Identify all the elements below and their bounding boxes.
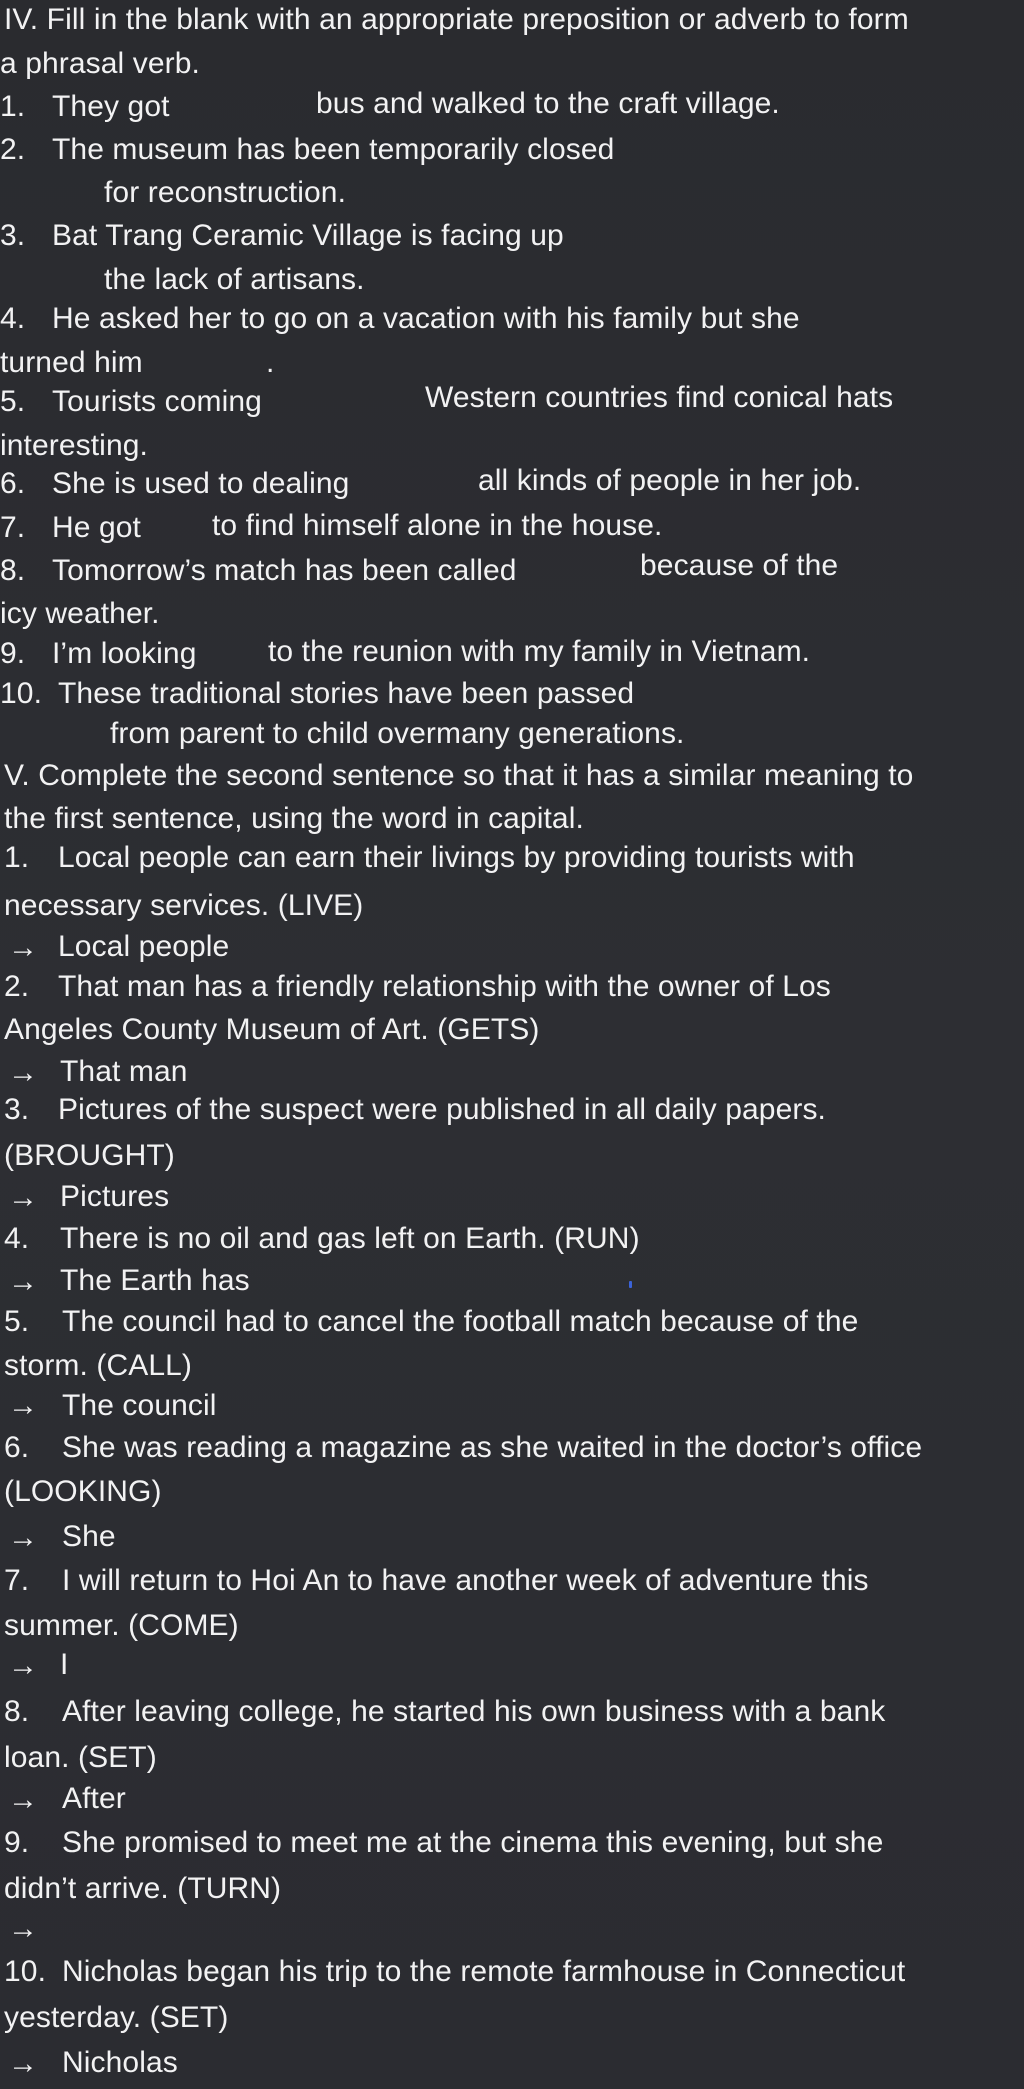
v-item-8-text-cont: loan. (SET): [4, 1741, 157, 1774]
section-iv-heading: IV. Fill in the blank with an appropriate preposition or adverb to form: [4, 3, 909, 36]
iv-item-4-period: .: [266, 346, 275, 379]
arrow-icon: →: [8, 1181, 39, 1214]
iv-item-8-text: Tomorrow’s match has been called: [52, 554, 517, 587]
v-item-10-text: Nicholas began his trip to the remote farmhouse in Connecticut: [62, 1955, 906, 1988]
v-item-1-text: Local people can earn their livings by providing tourists with: [58, 841, 855, 874]
iv-item-7-text: He got: [52, 511, 141, 544]
iv-item-2-text: The museum has been temporarily closed: [52, 133, 615, 166]
section-v-heading-cont: the first sentence, using the word in capital.: [4, 802, 584, 835]
iv-item-7-text-cont: to find himself alone in the house.: [212, 509, 663, 542]
v-item-5-text-cont: storm. (CALL): [4, 1349, 192, 1382]
iv-item-10-text: These traditional stories have been passed: [58, 677, 635, 710]
v-item-7-answer-start: I: [60, 1648, 69, 1681]
arrow-icon: →: [8, 2047, 39, 2080]
iv-item-7-number: 7.: [0, 511, 26, 544]
v-item-7-text: I will return to Hoi An to have another week of adventure this: [62, 1564, 869, 1597]
v-item-5-answer-start: The council: [62, 1389, 217, 1422]
v-item-10-number: 10.: [4, 1955, 47, 1988]
arrow-icon: →: [8, 1265, 39, 1298]
v-item-5-text: The council had to cancel the football match because of the: [62, 1305, 859, 1338]
iv-item-9-text: I’m looking: [52, 637, 197, 670]
iv-item-6-text: She is used to dealing: [52, 467, 350, 500]
iv-item-5-text-end: interesting.: [0, 429, 148, 462]
iv-item-5-text: Tourists coming: [52, 385, 262, 418]
v-item-2-text-cont: Angeles County Museum of Art. (GETS): [4, 1013, 540, 1046]
v-item-7-text-cont: summer. (COME): [4, 1609, 239, 1642]
v-item-3-text-cont: (BROUGHT): [4, 1139, 175, 1172]
arrow-icon: →: [8, 1783, 39, 1816]
v-item-9-text-cont: didn’t arrive. (TURN): [4, 1872, 282, 1905]
v-item-4-text: There is no oil and gas left on Earth. (RUN): [60, 1222, 640, 1255]
arrow-icon: →: [8, 1649, 39, 1682]
v-item-5-number: 5.: [4, 1305, 30, 1338]
iv-item-10-number: 10.: [0, 677, 43, 710]
v-item-7-number: 7.: [4, 1564, 30, 1597]
v-item-6-answer-start: She: [62, 1520, 116, 1553]
iv-item-9-text-cont: to the reunion with my family in Vietnam.: [268, 635, 811, 668]
v-item-9-text: She promised to meet me at the cinema this evening, but she: [62, 1826, 884, 1859]
v-item-4-number: 4.: [4, 1222, 30, 1255]
iv-item-3-text: Bat Trang Ceramic Village is facing up: [52, 219, 564, 252]
iv-item-4-number: 4.: [0, 302, 26, 335]
v-item-1-number: 1.: [4, 841, 30, 874]
iv-item-6-text-cont: all kinds of people in her job.: [478, 464, 862, 497]
iv-item-5-number: 5.: [0, 385, 26, 418]
v-item-1-answer-start: Local people: [58, 930, 230, 963]
section-iv-heading-cont: a phrasal verb.: [0, 47, 200, 80]
v-item-3-text: Pictures of the suspect were published in all daily papers.: [58, 1093, 826, 1126]
v-item-1-text-cont: necessary services. (LIVE): [4, 889, 364, 922]
iv-item-10-text-cont: from parent to child overmany generations.: [110, 717, 685, 750]
v-item-9-number: 9.: [4, 1826, 30, 1859]
iv-item-3-number: 3.: [0, 219, 26, 252]
iv-item-8-text-end: icy weather.: [0, 597, 160, 630]
v-item-8-answer-start: After: [62, 1782, 126, 1815]
iv-item-8-number: 8.: [0, 554, 26, 587]
iv-item-4-text-cont: turned him: [0, 346, 143, 379]
iv-item-1-number: 1.: [0, 90, 26, 123]
v-item-3-number: 3.: [4, 1093, 30, 1126]
iv-item-9-number: 9.: [0, 637, 26, 670]
section-v-heading: V. Complete the second sentence so that it has a similar meaning to: [4, 759, 914, 792]
v-item-2-text: That man has a friendly relationship with the owner of Los: [58, 970, 831, 1003]
iv-item-2-number: 2.: [0, 133, 26, 166]
arrow-icon: →: [8, 1912, 39, 1945]
v-item-3-answer-start: Pictures: [60, 1180, 170, 1213]
v-item-2-answer-start: That man: [60, 1055, 188, 1088]
v-item-8-number: 8.: [4, 1695, 30, 1728]
v-item-6-text-cont: (LOOKING): [4, 1475, 162, 1508]
v-item-10-text-cont: yesterday. (SET): [4, 2001, 229, 2034]
iv-item-3-text-cont: the lack of artisans.: [104, 263, 365, 296]
v-item-8-text: After leaving college, he started his own business with a bank: [62, 1695, 886, 1728]
v-item-4-answer-start: The Earth has: [60, 1264, 250, 1297]
v-item-2-number: 2.: [4, 970, 30, 1003]
iv-item-6-number: 6.: [0, 467, 26, 500]
v-item-6-text: She was reading a magazine as she waited in the doctor’s office: [62, 1431, 923, 1464]
v-item-10-answer-start: Nicholas: [62, 2046, 178, 2079]
blue-cursor-mark: [629, 1281, 632, 1288]
arrow-icon: →: [8, 1056, 39, 1089]
iv-item-1-text: They got: [52, 90, 170, 123]
iv-item-1-text-cont: bus and walked to the craft village.: [316, 87, 780, 120]
arrow-icon: →: [8, 1521, 39, 1554]
iv-item-5-text-cont: Western countries find conical hats: [425, 381, 894, 414]
iv-item-4-text: He asked her to go on a vacation with his family but she: [52, 302, 800, 335]
v-item-6-number: 6.: [4, 1431, 30, 1464]
arrow-icon: →: [8, 1389, 39, 1422]
arrow-icon: →: [8, 931, 39, 964]
iv-item-8-text-cont: because of the: [640, 549, 839, 582]
iv-item-2-text-cont: for reconstruction.: [104, 176, 347, 209]
